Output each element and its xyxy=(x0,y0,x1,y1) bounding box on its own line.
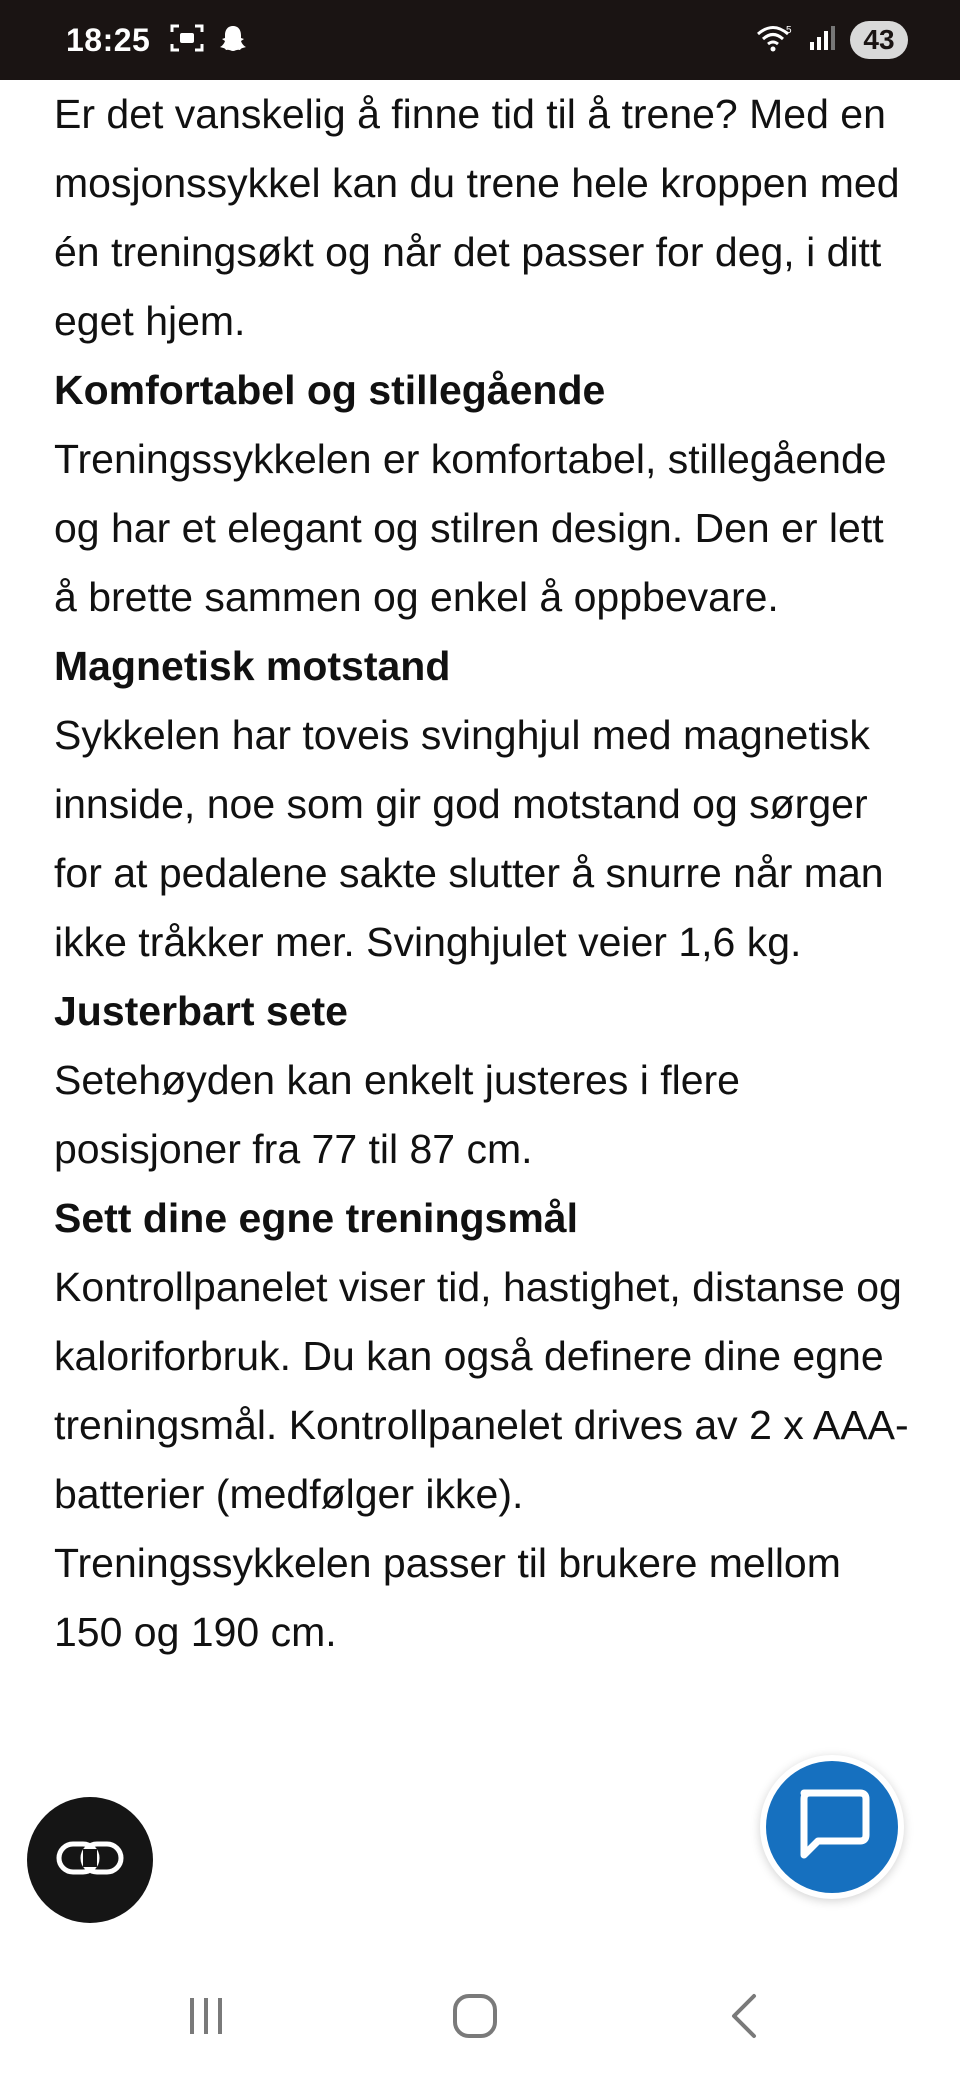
chat-bubble-icon xyxy=(792,1787,872,1868)
link-icon xyxy=(56,1841,124,1880)
wifi-icon xyxy=(756,23,794,58)
heading-magnetic: Magnetisk motstand xyxy=(54,643,451,689)
status-notification-icons xyxy=(170,23,248,58)
paragraph-magnetic: Sykkelen har toveis svinghjul med magnetisk innside, noe som gir god motstand og sørger for at pedalene sakte slutter å snurre når man ikke tråkker mer. Svinghjulet veier 1,6 kg. xyxy=(54,712,884,965)
heading-seat: Justerbart sete xyxy=(54,988,348,1034)
paragraph-comfortable: Treningssykkelen er komfortabel, stillegående og har et elegant og stilren design. Den er lett å brette sammen og enkel å oppbevare. xyxy=(54,436,887,620)
intro-paragraph: Er det vanskelig å finne tid til å trene? Med en mosjonssykkel kan du trene hele kroppen med én treningsøkt og når det passer for deg, i ditt eget hjem. xyxy=(54,91,900,344)
recent-apps-button[interactable] xyxy=(176,1990,236,2046)
back-button[interactable] xyxy=(714,1990,774,2046)
link-button[interactable] xyxy=(27,1797,153,1923)
paragraph-users: Treningssykkelen passer til brukere mellom 150 og 190 cm. xyxy=(54,1540,841,1655)
status-time: 18:25 xyxy=(66,21,151,58)
recent-apps-icon xyxy=(184,1994,228,2043)
home-button[interactable] xyxy=(445,1990,505,2046)
screen-capture-icon xyxy=(170,23,204,58)
chat-button[interactable] xyxy=(760,1755,904,1899)
snapchat-ghost-icon xyxy=(218,23,248,58)
navigation-bar xyxy=(0,1950,960,2080)
paragraph-goals: Kontrollpanelet viser tid, hastighet, distanse og kaloriforbruk. Du kan også definere dine egne treningsmål. Kontrollpanelet drives av 2 x AAA-batterier (medfølger ikke). xyxy=(54,1264,909,1517)
svg-text:5: 5 xyxy=(786,24,792,36)
product-description xyxy=(54,80,914,1667)
battery-indicator: 43 xyxy=(850,21,908,59)
heading-comfortable: Komfortabel og stillegående xyxy=(54,367,606,413)
signal-icon xyxy=(808,24,836,57)
heading-goals: Sett dine egne treningsmål xyxy=(54,1195,578,1241)
back-icon xyxy=(724,1992,764,2045)
status-bar xyxy=(0,0,960,80)
home-icon xyxy=(451,1992,499,2045)
paragraph-seat: Setehøyden kan enkelt justeres i flere posisjoner fra 77 til 87 cm. xyxy=(54,1057,740,1172)
status-system-icons xyxy=(756,21,908,59)
chat-button-circle xyxy=(766,1761,898,1893)
